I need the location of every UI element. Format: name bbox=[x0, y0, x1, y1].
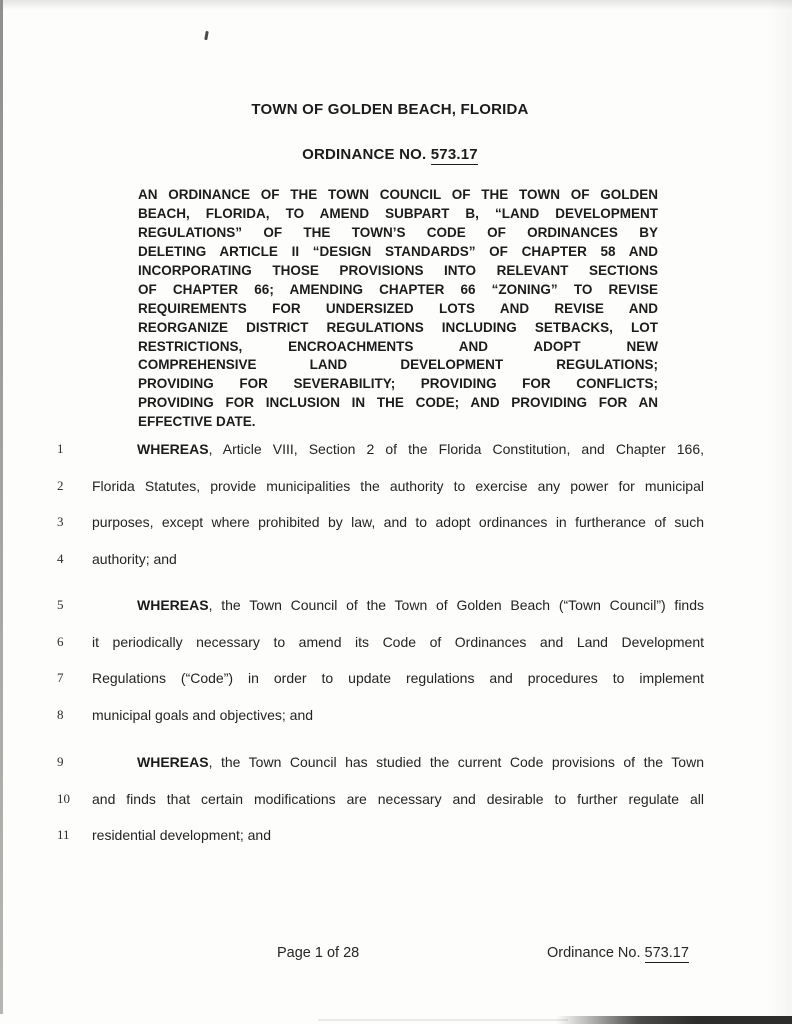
heading-line: RESTRICTIONS, ENCROACHMENTS AND ADOPT NEW bbox=[138, 338, 658, 354]
scan-dark-bar bbox=[556, 1016, 792, 1024]
heading-line: REGULATIONS” OF THE TOWN’S CODE OF ORDINANCES BY bbox=[138, 224, 658, 240]
line-text-rest: , the Town Council of the Town of Golden Beach (“Town Council”) finds bbox=[208, 597, 704, 613]
heading-line: EFFECTIVE DATE. bbox=[138, 414, 256, 430]
line-text bbox=[92, 596, 704, 614]
page-indicator: Page 1 of 28 bbox=[277, 945, 360, 961]
line-number: 3 bbox=[57, 514, 64, 529]
scan-stray-mark bbox=[204, 31, 208, 40]
line-text: it periodically necessary to amend its Code of Ordinances and Land Development bbox=[92, 634, 704, 650]
line-text-rest: , Article VIII, Section 2 of the Florida Constitution, and Chapter 166, bbox=[208, 441, 704, 457]
line-number: 8 bbox=[57, 707, 64, 722]
footer-ordinance-number bbox=[547, 945, 689, 961]
line-text: purposes, except where prohibited by law, and to adopt ordinances in furtherance of such bbox=[92, 514, 704, 530]
line-text: Florida Statutes, provide municipalities the authority to exercise any power for municipal bbox=[92, 478, 704, 494]
document-title: TOWN OF GOLDEN BEACH, FLORIDA bbox=[251, 101, 529, 118]
line-number: 7 bbox=[57, 670, 64, 685]
line-text bbox=[92, 753, 704, 771]
line-text: residential development; and bbox=[92, 827, 272, 843]
line-text: authority; and bbox=[92, 551, 177, 567]
footer-ordinance-value: 573.17 bbox=[644, 945, 689, 961]
whereas-keyword: WHEREAS bbox=[137, 597, 209, 613]
heading-line: REQUIREMENTS FOR UNDERSIZED LOTS AND REVISE AND bbox=[138, 300, 658, 316]
line-number: 6 bbox=[57, 634, 64, 649]
line-text bbox=[92, 440, 704, 458]
whereas-line-4 bbox=[57, 550, 704, 568]
whereas-line-9 bbox=[57, 753, 704, 771]
ordinance-no-value: 573.17 bbox=[430, 146, 478, 163]
line-text: Regulations (“Code”) in order to update regulations and procedures to implement bbox=[92, 670, 704, 686]
heading-line: DELETING ARTICLE II “DESIGN STANDARDS” OF CHAPTER 58 AND bbox=[138, 243, 658, 259]
whereas-line-7 bbox=[57, 669, 704, 687]
whereas-line-11 bbox=[57, 826, 704, 844]
heading-line: OF CHAPTER 66; AMENDING CHAPTER 66 “ZONING” TO REVISE bbox=[138, 281, 658, 297]
line-number: 2 bbox=[57, 478, 64, 493]
line-text: municipal goals and objectives; and bbox=[92, 707, 314, 723]
heading-line: INCORPORATING THOSE PROVISIONS INTO RELEVANT SECTIONS bbox=[138, 262, 658, 278]
heading-line: REORGANIZE DISTRICT REGULATIONS INCLUDING SETBACKS, LOT bbox=[138, 319, 658, 335]
line-number: 4 bbox=[57, 551, 64, 566]
heading-line: BEACH, FLORIDA, TO AMEND SUBPART B, “LAND DEVELOPMENT bbox=[138, 205, 658, 221]
footer-ordinance-label: Ordinance No. bbox=[547, 945, 645, 961]
whereas-line-1 bbox=[57, 440, 704, 458]
line-number: 10 bbox=[57, 791, 70, 806]
whereas-line-8 bbox=[57, 706, 704, 724]
scan-streak bbox=[318, 1019, 568, 1021]
whereas-line-3 bbox=[57, 513, 704, 531]
line-text: and finds that certain modifications are necessary and desirable to further regulate all bbox=[92, 791, 704, 807]
whereas-keyword: WHEREAS bbox=[137, 754, 209, 770]
ordinance-number-heading bbox=[0, 146, 780, 163]
line-text-rest: , the Town Council has studied the current Code provisions of the Town bbox=[208, 754, 704, 770]
whereas-line-2 bbox=[57, 477, 704, 495]
heading-line: AN ORDINANCE OF THE TOWN COUNCIL OF THE TOWN OF GOLDEN bbox=[138, 187, 658, 202]
whereas-line-10 bbox=[57, 790, 704, 808]
ordinance-heading-paragraph bbox=[138, 186, 658, 432]
heading-line: PROVIDING FOR INCLUSION IN THE CODE; AND PROVIDING FOR AN bbox=[138, 395, 658, 411]
whereas-line-6 bbox=[57, 633, 704, 651]
line-number: 5 bbox=[57, 597, 64, 612]
heading-line: PROVIDING FOR SEVERABILITY; PROVIDING FOR CONFLICTS; bbox=[138, 376, 658, 392]
line-number: 1 bbox=[57, 441, 64, 456]
line-number: 11 bbox=[57, 827, 70, 842]
whereas-keyword: WHEREAS bbox=[137, 441, 209, 457]
heading-line: COMPREHENSIVE LAND DEVELOPMENT REGULATIONS; bbox=[138, 357, 658, 373]
ordinance-no-label: ORDINANCE NO. bbox=[302, 146, 431, 163]
scan-smudge-top bbox=[0, 0, 792, 10]
whereas-line-5 bbox=[57, 596, 704, 614]
line-number: 9 bbox=[57, 754, 64, 769]
